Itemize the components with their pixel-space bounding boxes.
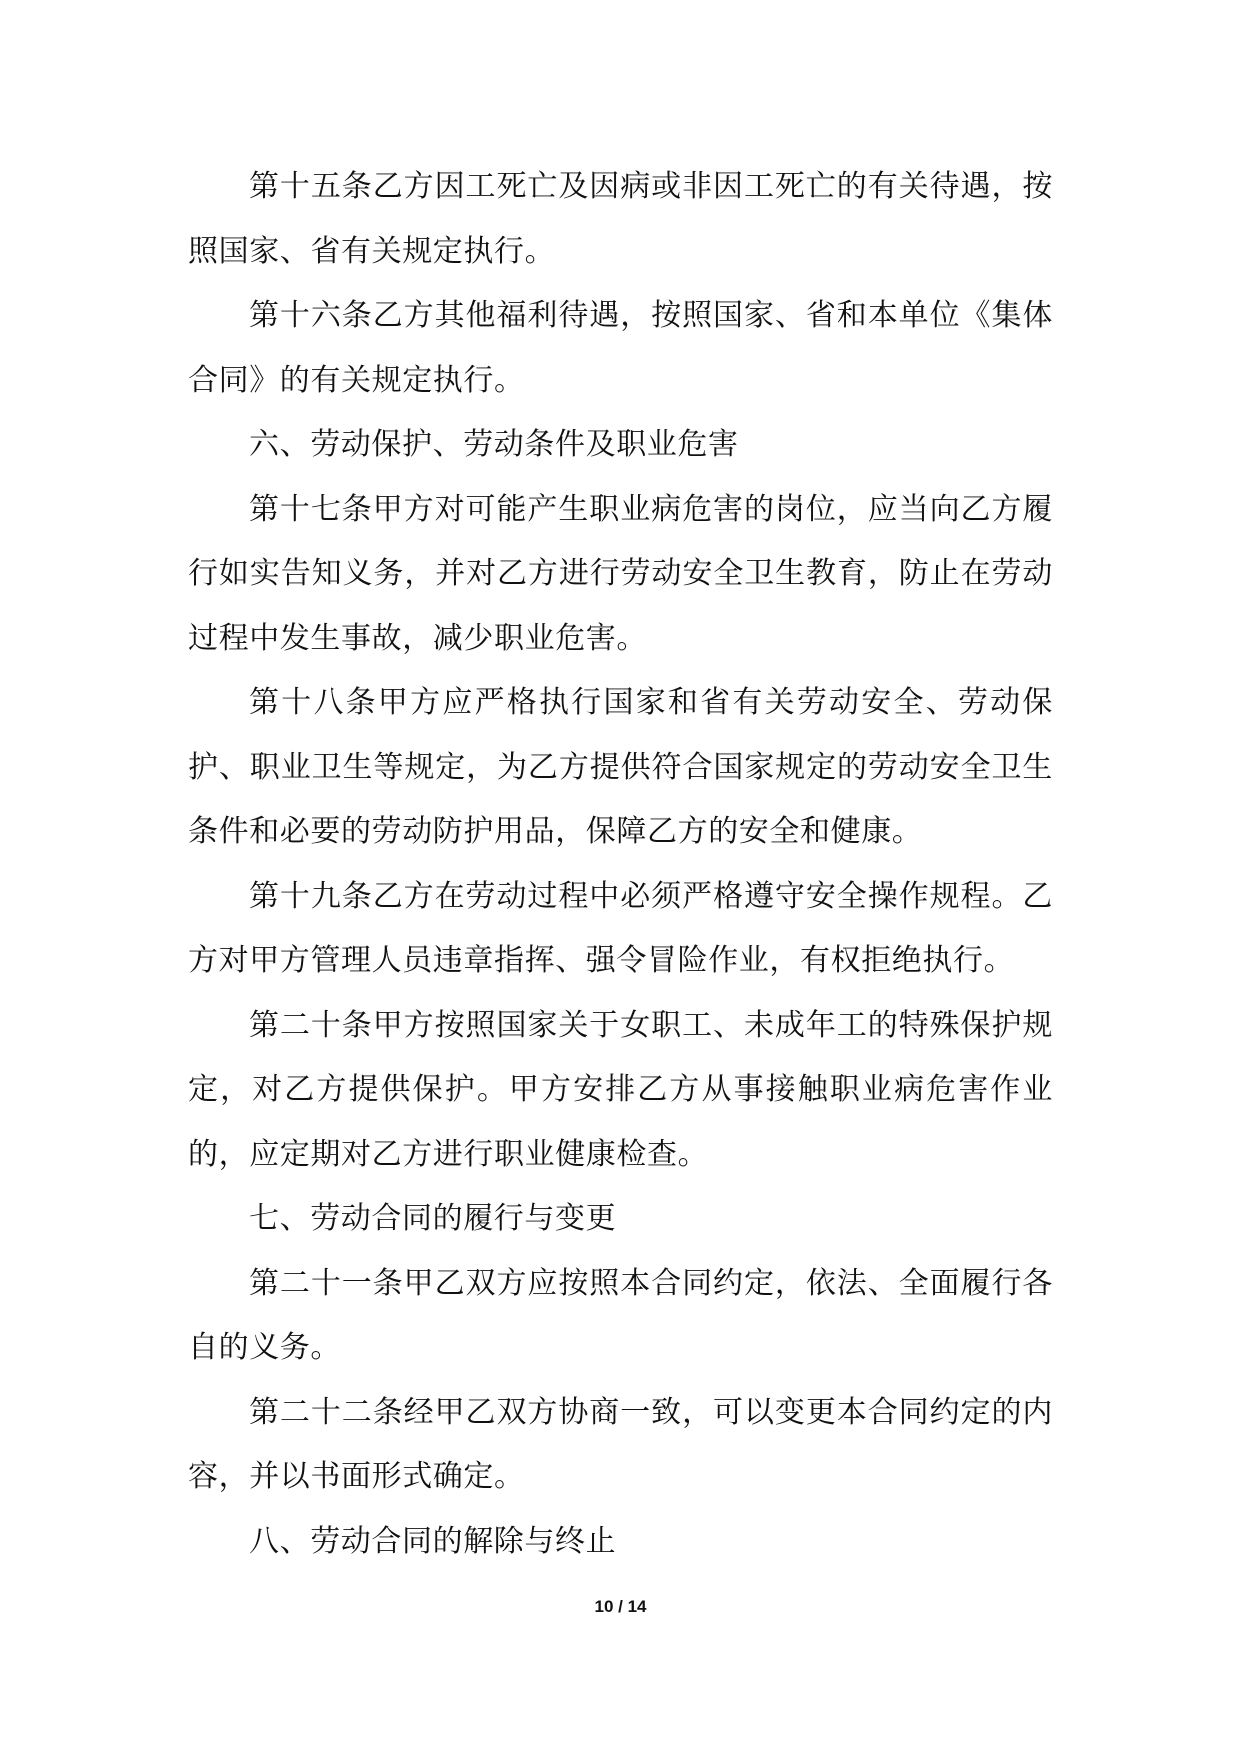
- document-body: [188, 155, 1053, 1574]
- article-17: 第十七条甲方对可能产生职业病危害的岗位，应当向乙方履行如实告知义务，并对乙方进行劳动安全卫生教育，防止在劳动过程中发生事故，减少职业危害。: [188, 491, 1053, 656]
- article-22: 第二十二条经甲乙双方协商一致，可以变更本合同约定的内容，并以书面形式确定。: [188, 1394, 1053, 1494]
- article-18: 第十八条甲方应严格执行国家和省有关劳动安全、劳动保护、职业卫生等规定，为乙方提供符合国家规定的劳动安全卫生条件和必要的劳动防护用品，保障乙方的安全和健康。: [188, 685, 1053, 849]
- section-heading-8: 八、劳动合同的解除与终止: [249, 1523, 617, 1559]
- article-21: 第二十一条甲乙双方应按照本合同约定，依法、全面履行各自的义务。: [188, 1265, 1053, 1365]
- article-20: 第二十条甲方按照国家关于女职工、未成年工的特殊保护规定，对乙方提供保护。甲方安排乙方从事接触职业病危害作业的，应定期对乙方进行职业健康检查。: [188, 1007, 1053, 1172]
- section-heading-6: 六、劳动保护、劳动条件及职业危害: [249, 427, 739, 462]
- article-16: 第十六条乙方其他福利待遇，按照国家、省和本单位《集体合同》的有关规定执行。: [188, 298, 1053, 398]
- article-19: 第十九条乙方在劳动过程中必须严格遵守安全操作规程。乙方对甲方管理人员违章指挥、强令冒险作业，有权拒绝执行。: [188, 878, 1053, 978]
- page-number: 10 / 14: [594, 1597, 647, 1616]
- section-heading-7: 七、劳动合同的履行与变更: [249, 1201, 617, 1236]
- article-15: 第十五条乙方因工死亡及因病或非因工死亡的有关待遇，按照国家、省有关规定执行。: [188, 169, 1053, 269]
